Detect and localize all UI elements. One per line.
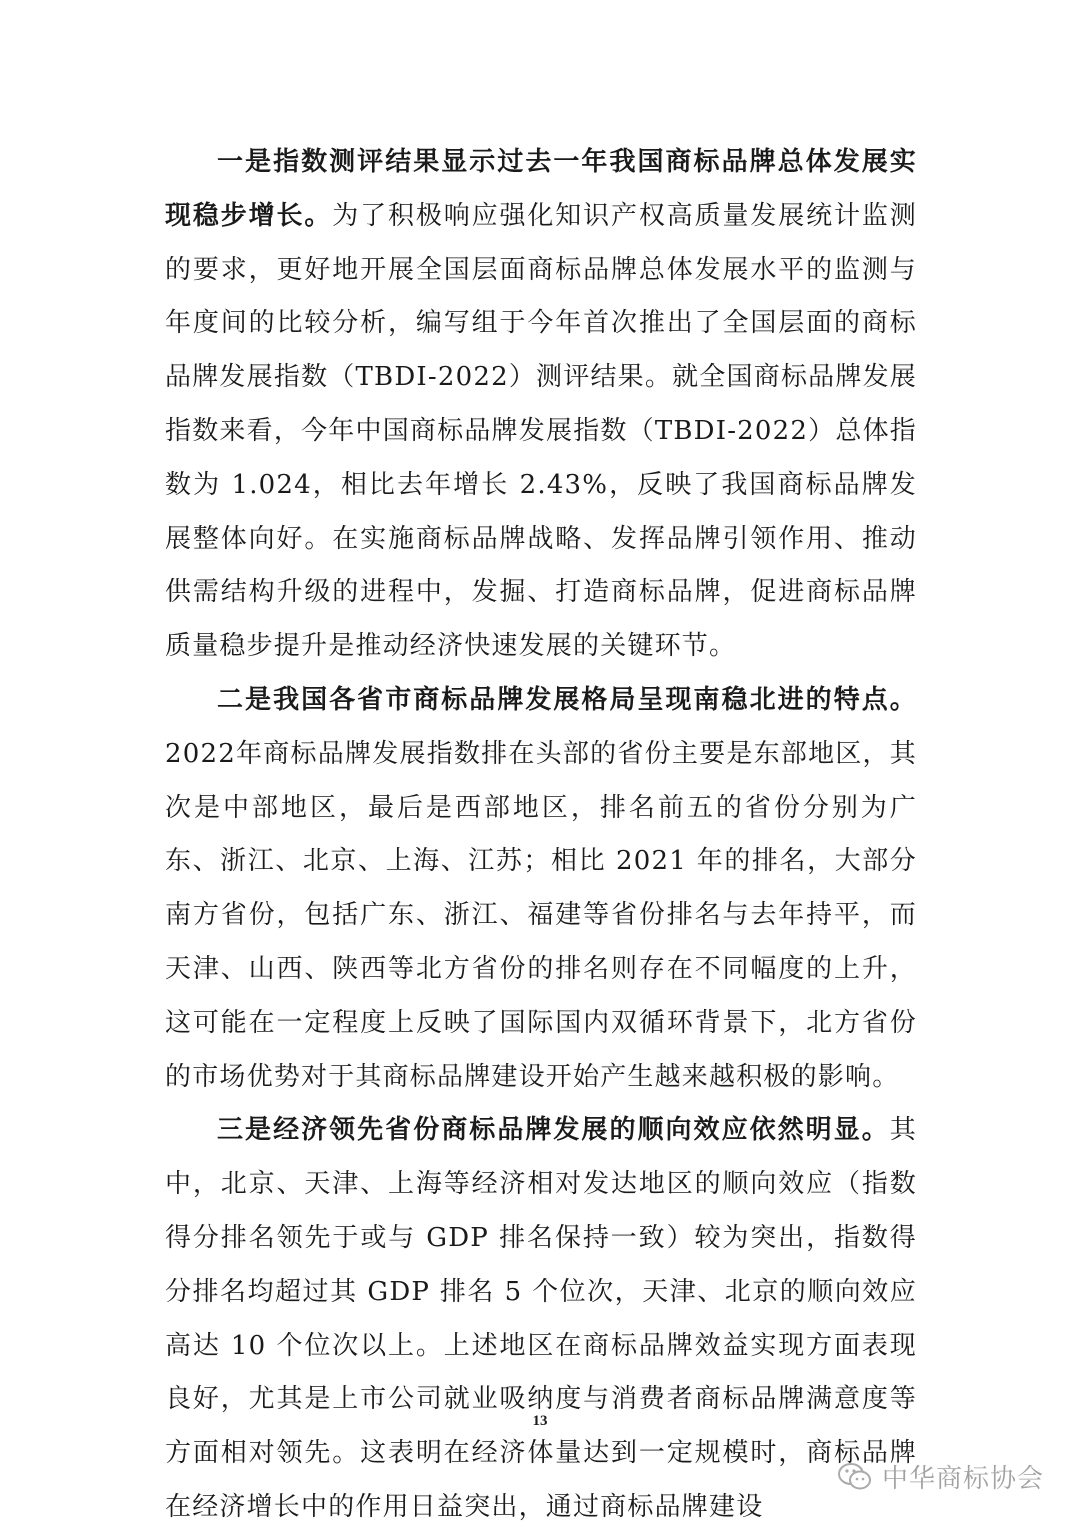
paragraph-2-lead: 二是我国各省市商标品牌发展格局呈现南稳北进的特点。 [217, 684, 917, 715]
watermark [838, 1458, 1044, 1495]
paragraph-2 [165, 674, 917, 1104]
document-body [165, 136, 917, 1535]
paragraph-3-lead: 三是经济领先省份商标品牌发展的顺向效应依然明显。 [217, 1115, 890, 1146]
paragraph-3-body: 其中，北京、天津、上海等经济相对发达地区的顺向效应（指数得分排名领先于或与 GDP 排名保持一致）较为突出，指数得分排名均超过其 GDP 排名 5 个位次，天津、北京的顺向效应高达 10 个位次以上。上述地区在商标品牌效益实现方面表现良好，尤其是上市公司就业吸纳度与消费者商标品牌满意度等方面相对领先。这表明在经济体量达到一定规模时，商标品牌在经济增长中的作用日益突出，通过商标品牌建设 [165, 1115, 917, 1522]
paragraph-2-body: 2022年商标品牌发展指数排在头部的省份主要是东部地区，其次是中部地区，最后是西部地区，排名前五的省份分别为广东、浙江、北京、上海、江苏；相比 2021 年的排名，大部分南方省份，包括广东、浙江、福建等省份排名与去年持平，而天津、山西、陕西等北方省份的排名则存在不同幅度的上升，这可能在一定程度上反映了国际国内双循环背景下，北方省份的市场优势对于其商标品牌建设开始产生越来越积极的影响。 [165, 738, 917, 1092]
paragraph-1-body: 为了积极响应强化知识产权高质量发展统计监测的要求，更好地开展全国层面商标品牌总体发展水平的监测与年度间的比较分析，编写组于今年首次推出了全国层面的商标品牌发展指数（TBDI-2022）测评结果。就全国商标品牌发展指数来看，今年中国商标品牌发展指数（TBDI-2022）总体指数为 1.024，相比去年增长 2.43%，反映了我国商标品牌发展整体向好。在实施商标品牌战略、发挥品牌引领作用、推动供需结构升级的进程中，发掘、打造商标品牌，促进商标品牌质量稳步提升是推动经济快速发展的关键环节。 [165, 200, 917, 662]
page-number: 13 [532, 1413, 548, 1429]
watermark-text: 中华商标协会 [881, 1464, 1044, 1494]
paragraph-1 [165, 136, 917, 674]
paragraph-1-lead: 一是指数测评结果显示过去一年我国商标品牌总体发展实现稳步增长。 [165, 147, 917, 231]
paragraph-3 [165, 1104, 917, 1534]
wechat-icon [838, 1462, 872, 1492]
